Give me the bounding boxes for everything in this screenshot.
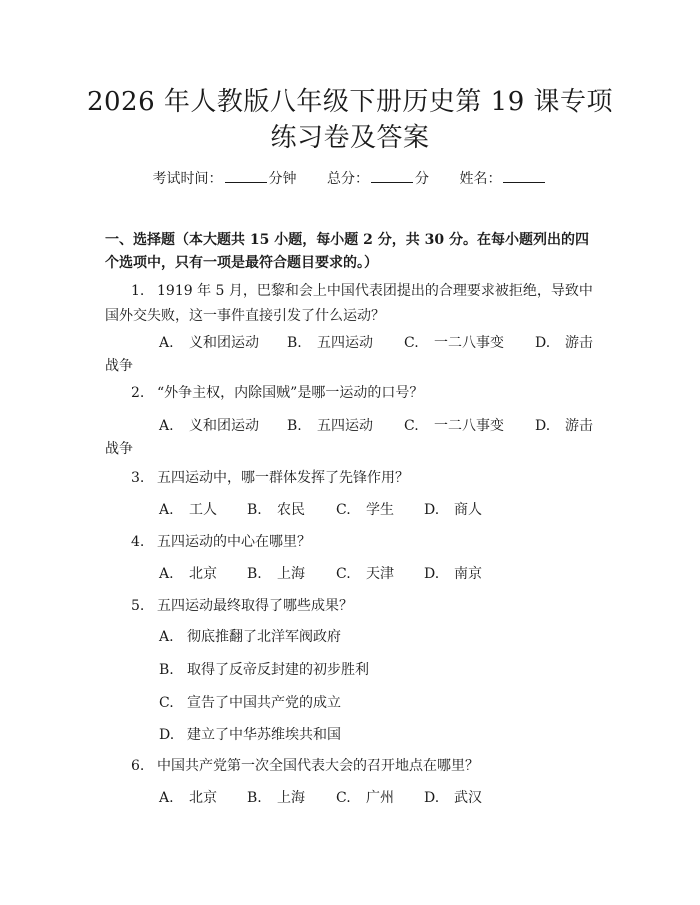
q3-option-b[interactable] — [247, 499, 336, 522]
option-letter: B. — [247, 502, 262, 518]
question-2-text — [105, 381, 595, 406]
option-text: 建立了中华苏维埃共和国 — [187, 727, 341, 743]
total-score-label: 总分： — [327, 171, 369, 187]
question-3-text — [105, 466, 595, 491]
question-5-stem: 五四运动最终取得了哪些成果？ — [157, 598, 353, 614]
option-text: 游击 — [565, 335, 593, 351]
q2-option-d[interactable] — [535, 415, 593, 438]
q2-option-d-wrap: 战争 — [105, 441, 133, 457]
option-text: 彻底推翻了北洋军阀政府 — [187, 629, 341, 645]
option-letter: C. — [404, 335, 419, 351]
question-4-stem: 五四运动的中心在哪里？ — [157, 534, 311, 550]
q4-option-a[interactable] — [159, 563, 247, 586]
q5-option-b[interactable] — [159, 660, 369, 680]
option-text: 宣告了中国共产党的成立 — [187, 695, 341, 711]
option-text: 广州 — [366, 790, 394, 806]
option-text: 工人 — [189, 502, 217, 518]
question-5 — [105, 594, 595, 619]
question-6-number: 6. — [131, 758, 145, 774]
q1-option-c[interactable] — [404, 332, 535, 355]
question-3-options — [105, 499, 595, 522]
option-text: 游击 — [565, 418, 593, 434]
student-name-label: 姓名： — [459, 171, 502, 187]
exam-meta — [0, 168, 700, 189]
q1-option-b[interactable] — [287, 332, 404, 355]
option-letter: A. — [159, 629, 174, 645]
page-title-line1: 2026 年人教版八年级下册历史第 19 课专项 — [86, 87, 614, 117]
q4-option-d[interactable] — [424, 563, 482, 586]
question-5-text — [105, 594, 595, 619]
option-text: 五四运动 — [317, 418, 373, 434]
q5-option-c[interactable] — [159, 693, 341, 713]
q3-option-c[interactable] — [336, 499, 424, 522]
page-title-line2: 练习卷及答案 — [270, 123, 430, 153]
option-letter: D. — [159, 727, 175, 743]
question-4-text — [105, 530, 595, 555]
exam-time-label: 考试时间： — [152, 171, 223, 187]
option-text: 义和团运动 — [189, 335, 259, 351]
question-6-stem: 中国共产党第一次全国代表大会的召开地点在哪里？ — [157, 758, 479, 774]
q6-option-d[interactable] — [424, 787, 482, 810]
q6-option-b[interactable] — [247, 787, 336, 810]
student-name-field — [459, 171, 547, 187]
option-text: 商人 — [454, 502, 482, 518]
question-6 — [105, 754, 595, 779]
q5-option-a[interactable] — [159, 627, 341, 647]
question-1 — [105, 279, 595, 329]
option-letter: C. — [159, 695, 174, 711]
q1-option-d-wrap: 战争 — [105, 358, 133, 374]
exam-time-field — [153, 171, 297, 187]
q5-option-d[interactable] — [159, 725, 341, 745]
option-text: 五四运动 — [317, 335, 373, 351]
question-1-text — [105, 279, 595, 329]
student-name-blank[interactable] — [503, 168, 545, 183]
question-5-number: 5. — [131, 598, 145, 614]
question-2-options — [105, 415, 595, 461]
option-letter: B. — [247, 790, 262, 806]
total-score-blank[interactable] — [371, 168, 413, 183]
q4-option-c[interactable] — [336, 563, 424, 586]
option-letter: B. — [159, 662, 174, 678]
option-letter: A. — [159, 566, 174, 582]
option-letter: C. — [336, 502, 351, 518]
option-text: 一二八事变 — [434, 418, 504, 434]
q6-option-a[interactable] — [159, 787, 247, 810]
question-1-number: 1. — [131, 283, 145, 299]
q2-option-a[interactable] — [159, 415, 287, 438]
total-score-field — [327, 171, 429, 187]
option-letter: D. — [424, 790, 440, 806]
option-text: 学生 — [366, 502, 394, 518]
question-3-stem: 五四运动中，哪一群体发挥了先锋作用？ — [157, 470, 409, 486]
question-4-options — [105, 563, 595, 586]
option-letter: A. — [159, 335, 174, 351]
option-letter: C. — [336, 790, 351, 806]
option-letter: A. — [159, 502, 174, 518]
option-text: 一二八事变 — [434, 335, 504, 351]
option-letter: D. — [424, 566, 440, 582]
option-text: 上海 — [277, 566, 305, 582]
q1-option-a[interactable] — [159, 332, 287, 355]
option-letter: C. — [404, 418, 419, 434]
option-text: 取得了反帝反封建的初步胜利 — [187, 662, 369, 678]
option-text: 北京 — [189, 566, 217, 582]
q3-option-d[interactable] — [424, 499, 482, 522]
q6-option-c[interactable] — [336, 787, 424, 810]
question-3 — [105, 466, 595, 491]
question-2-number: 2. — [131, 385, 145, 401]
exam-time-blank[interactable] — [225, 168, 267, 183]
q2-option-b[interactable] — [287, 415, 404, 438]
question-1-stem: 1919 年 5 月，巴黎和会上中国代表团提出的合理要求被拒绝，导致中国外交失败，这一事件直接引发了什么运动？ — [105, 283, 593, 324]
option-letter: B. — [287, 418, 302, 434]
option-letter: A. — [159, 790, 174, 806]
exam-time-unit: 分钟 — [268, 171, 297, 187]
question-4 — [105, 530, 595, 555]
option-letter: B. — [247, 566, 262, 582]
total-score-unit: 分 — [415, 171, 429, 187]
option-text: 上海 — [277, 790, 305, 806]
option-text: 农民 — [277, 502, 305, 518]
option-letter: D. — [535, 418, 551, 434]
option-text: 南京 — [454, 566, 482, 582]
option-text: 义和团运动 — [189, 418, 259, 434]
option-text: 武汉 — [454, 790, 482, 806]
question-2-stem: “外争主权，内除国贼”是哪一运动的口号？ — [157, 385, 424, 401]
option-letter: B. — [287, 335, 302, 351]
option-letter: C. — [336, 566, 351, 582]
question-2 — [105, 381, 595, 406]
q1-option-d[interactable] — [535, 332, 593, 355]
q2-option-c[interactable] — [404, 415, 535, 438]
option-letter: D. — [424, 502, 440, 518]
option-letter: D. — [535, 335, 551, 351]
option-text: 北京 — [189, 790, 217, 806]
section-heading-choice: 一、选择题（本大题共 15 小题，每小题 2 分，共 30 分。在每小题列出的四个选项中，只有一项是最符合题目要求的。） — [105, 232, 589, 271]
q3-option-a[interactable] — [159, 499, 247, 522]
q4-option-b[interactable] — [247, 563, 336, 586]
option-letter: A. — [159, 418, 174, 434]
question-1-options — [105, 332, 595, 378]
option-text: 天津 — [366, 566, 394, 582]
question-4-number: 4. — [131, 534, 145, 550]
question-6-text — [105, 754, 595, 779]
question-6-options — [105, 787, 595, 810]
question-3-number: 3. — [131, 470, 145, 486]
